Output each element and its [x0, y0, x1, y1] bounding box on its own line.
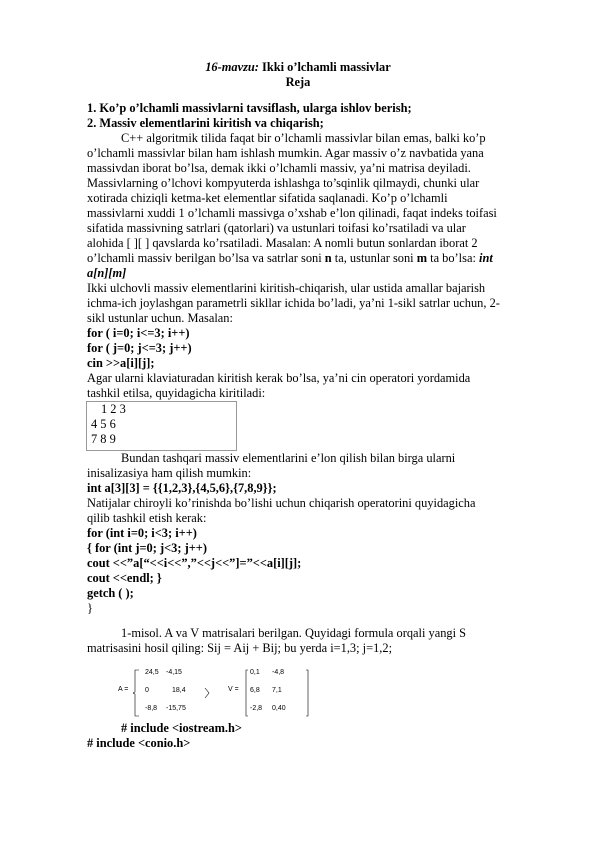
example-line: matrisasini hosil qiling: Sij = Aij + Bij; bu yerda i=1,3; j=1,2; — [87, 641, 393, 655]
matrix-v-cell: 0,40 — [272, 705, 286, 712]
code-line: cin >>a[i][j]; — [87, 356, 155, 370]
input-row: 1 2 3 — [101, 402, 126, 416]
matrix-v-label: V = — [228, 686, 239, 693]
input-row: 4 5 6 — [91, 417, 116, 431]
declaration-array: a[n][m] — [87, 266, 127, 280]
paragraph-line: sikl ustunlar uchun. Masalan: — [87, 311, 233, 325]
matrix-a-cell: -15,75 — [166, 705, 186, 712]
paragraph-line: tashkil etilsa, quyidagicha kiritiladi: — [87, 386, 266, 400]
matrix-a-cell: 18,4 — [172, 687, 186, 694]
matrix-v — [228, 666, 318, 718]
code-line: } — [87, 601, 93, 615]
paragraph-line: Ikki ulchovli massiv elementlarini kiritish-chiqarish, ular ustida amallar bajarish — [87, 281, 486, 295]
matrix-v-cell: 0,1 — [250, 669, 260, 676]
declaration-type: int — [479, 251, 493, 265]
paragraph-line: C++ algoritmik tilida faqat bir o’lchamli massivlar bilan emas, balki ko’p — [121, 131, 486, 145]
code-line: for (int i=0; i<3; i++) — [87, 526, 197, 540]
code-line: for ( j=0; j<=3; j++) — [87, 341, 192, 355]
init-code-line: int a[3][3] = {{1,2,3},{4,5,6},{7,8,9}}; — [87, 481, 277, 495]
matrix-v-cell: 7,1 — [272, 687, 282, 694]
include-line: # include <iostream.h> — [121, 721, 242, 735]
matrix-a-cell: -8,8 — [145, 705, 158, 712]
plan-item-1: 1. Ko’p o’lchamli massivlarni tavsiflash, ularga ishlov berish; — [87, 101, 412, 115]
input-example-box — [86, 401, 237, 451]
paragraph-line-declaration: o’lchamli massiv berilgan bo’lsa va satrlar soni n ta, ustunlar soni m ta bo’lsa: int — [87, 251, 493, 265]
matrix-a-cell: 0 — [145, 687, 149, 694]
code-line: { for (int j=0; j<3; j++) — [87, 541, 207, 555]
paragraph-line: inisalizasiya ham qilish mumkin: — [87, 466, 252, 480]
paragraph-line: Agar ularni klaviaturadan kiritish kerak bo’lsa, ya’ni cin operatori yordamida — [87, 371, 471, 385]
topic-title: Ikki o’lchamli massivlar — [258, 60, 391, 74]
matrix-v-cell: -4,8 — [272, 669, 285, 676]
code-line: for ( i=0; i<=3; i++) — [87, 326, 190, 340]
matrix-a-cell: 24,5 — [145, 669, 159, 676]
include-line: # include <conio.h> — [87, 736, 191, 750]
paragraph-line: ichma-ich joylashgan parametrli sikllar ichida bo’ladi, ya’ni 1-sikl satrlar uchun, 2- — [87, 296, 500, 310]
example-line: 1-misol. A va V matrisalari berilgan. Quyidagi formula orqali yangi S — [121, 626, 467, 640]
matrix-v-cell: -2,8 — [250, 705, 263, 712]
paragraph-line: massivdan iborat bo’lsa, demak ikki o’lchamli massiv, ya’ni matrisa deyiladi. — [87, 161, 471, 175]
matrix-v-cell: 6,8 — [250, 687, 260, 694]
paragraph-line: Massivlarning o’lchovi kompyuterda ishlashga to’sqinlik qilmaydi, chunki ular — [87, 176, 480, 190]
code-line: cout <<endl; } — [87, 571, 162, 585]
topic-prefix: 16-mavzu: — [205, 60, 259, 74]
paragraph-line: Bundan tashqari massiv elementlarini e’lon qilish bilan birga ularni — [121, 451, 456, 465]
paragraph-line: o’lchamli massivlar bilan ham ishlash mumkin. Agar massiv o’z navbatida yana — [87, 146, 484, 160]
topic-heading — [0, 60, 596, 75]
paragraph-line: sifatida massivning satrlari (qatorlari) va ustunlari toifasi ko’rsatiladi va ular — [87, 221, 466, 235]
code-line: cout <<”a[“<<i<<”,”<<j<<”]=”<<a[i][j]; — [87, 556, 302, 570]
input-row: 7 8 9 — [91, 432, 116, 446]
plan-item-2: 2. Massiv elementlarini kiritish va chiqarish; — [87, 116, 324, 130]
matrix-a — [118, 666, 218, 718]
matrix-a-label: A = — [118, 686, 129, 693]
paragraph-line: qilib tashkil etish kerak: — [87, 511, 207, 525]
code-line: getch ( ); — [87, 586, 134, 600]
paragraph-line: Natijalar chiroyli ko’rinishda bo’lishi uchun chiqarish operatorini quyidagicha — [87, 496, 476, 510]
paragraph-line: xotirada chiziqli ketma-ket elementlar sifatida saqlanadi. Ko’p o’lchamli — [87, 191, 448, 205]
paragraph-line: alohida [ ][ ] qavslarda ko’rsatiladi. Masalan: A nomli butun sonlardan iborat 2 — [87, 236, 478, 250]
paragraph-line: massivlarni xuddi 1 o’lchamli massivga o’xshab e’lon qilinadi, faqat indeks toifasi — [87, 206, 497, 220]
matrix-a-cell: -4,15 — [166, 669, 182, 676]
plan-heading: Reja — [285, 75, 311, 89]
